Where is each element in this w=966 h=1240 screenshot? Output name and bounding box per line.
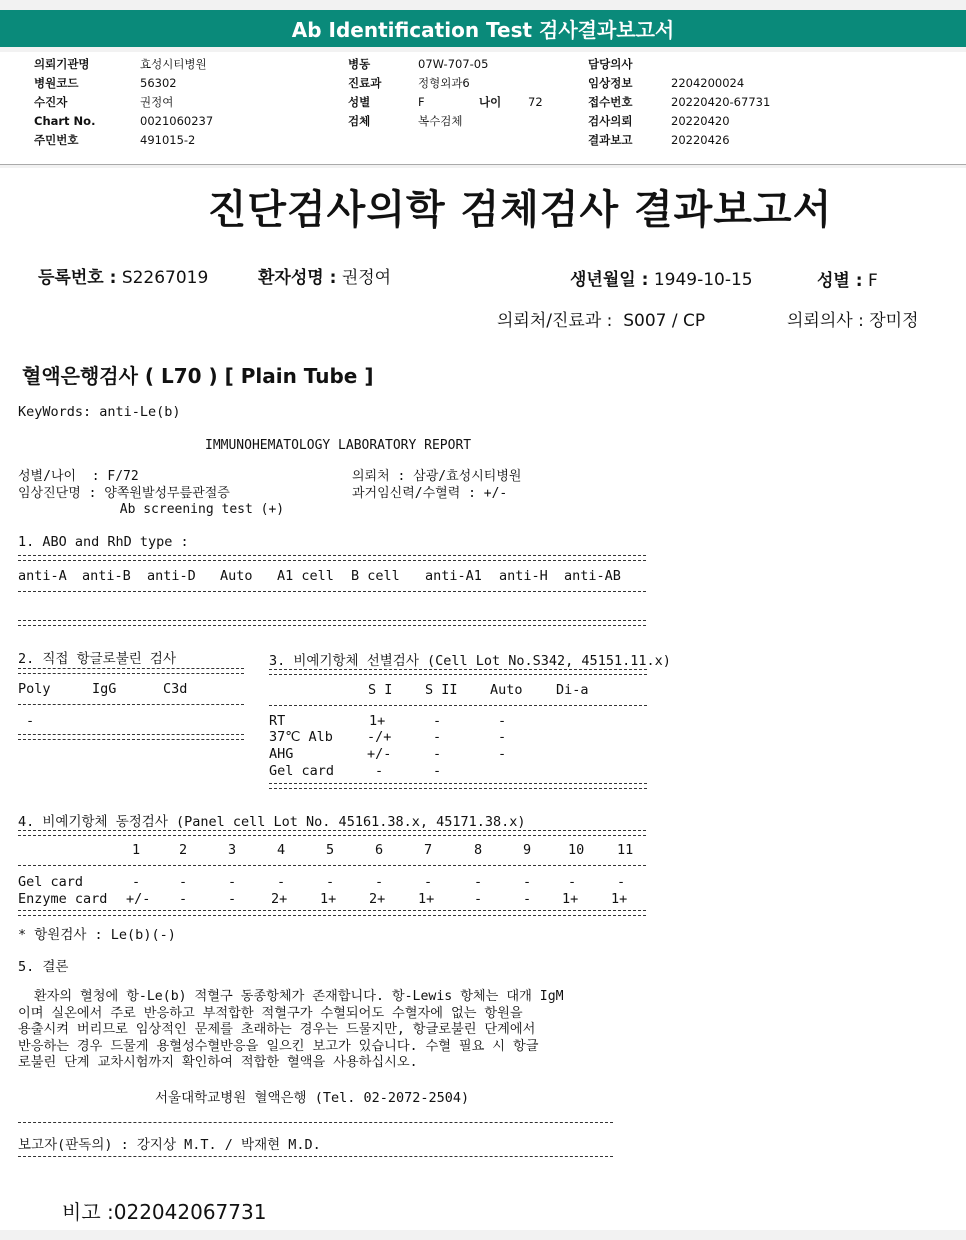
header-value: 56302 [140,76,177,90]
header-label: 접수번호 [588,95,633,109]
panel-cell: +/- [126,891,151,907]
header-label: 검사의뢰 [588,114,633,128]
hospital-line: 서울대학교병원 혈액은행 (Tel. 02-2072-2504) [155,1090,470,1106]
header-info-panel [0,52,966,165]
reg-label: 등록번호 : [38,268,117,288]
divider [18,668,244,674]
panel-header: 1 [132,842,141,858]
panel-cell: - [474,874,483,890]
reporter-line: 보고자(판독의) : 강지상 M.T. / 박재현 M.D. [18,1137,321,1153]
referrer-line: 의뢰처 : 삼광/효성시티병원 [352,469,522,484]
panel-header: 8 [474,842,483,858]
department [497,306,705,331]
birth-date [570,265,753,290]
referrer-line: 과거임신력/수혈력 : +/- [352,485,508,501]
panel-cell: - [474,891,483,907]
abo-header: B cell [351,568,400,584]
patient-line: 성별/나이 : F/72 [18,469,139,484]
header-value: 복수검체 [418,114,463,128]
panel-cell: 1+ [562,891,579,907]
dat-header: IgG [92,681,117,697]
sex-value: F [867,271,878,291]
conclusion-line: 용출시켜 버리므로 임상적인 문제를 초래하는 경우는 드물지만, 항글로불린 단계에서 [18,1022,536,1037]
conclusion-text [18,989,564,1072]
panel-header: 7 [424,842,433,858]
conclusion-line: 환자의 혈청에 항-Le(b) 적혈구 동종항체가 존재합니다. 항-Lewis 항체는 대개 IgM [18,989,564,1004]
header-label: 진료과 [348,76,382,90]
screening-header: Di-a [556,682,589,698]
panel-header: 9 [523,842,532,858]
banner-title: Ab Identification Test 검사결과보고서 [291,18,675,42]
remark-label: 비고 : [62,1200,114,1224]
registration-number [38,263,208,288]
screening-cell: - [498,729,507,745]
panel-cell: 1+ [320,891,337,907]
dept-label: 의뢰처/진료과 : [497,311,613,331]
abo-header: anti-D [147,568,196,584]
section-title: 혈액은행검사 ( L70 ) [ Plain Tube ] [22,364,374,388]
age-value: 72 [528,95,543,109]
panel-cell: - [228,891,237,907]
screening-cell: - [433,746,442,762]
header-col-1 [34,55,213,150]
doctor-label: 의뢰의사 : [787,311,864,331]
panel-row-label: Gel card [18,874,84,890]
screening-row-label: AHG [269,746,294,762]
panel-header: 6 [375,842,384,858]
header-value: 20220426 [671,133,730,147]
header-col-2 [348,55,543,131]
divider [269,669,647,675]
header-value: 20220420-67731 [671,95,771,109]
screening-cell: - [498,713,507,729]
conclusion-line: 이며 실온에서 주로 반응하고 부적합한 적혈구가 수혈되어도 수혈자에 없는 항원을 [18,1005,523,1021]
panel-cell: - [617,874,626,890]
panel-cell: - [424,874,433,890]
divider [18,1122,613,1123]
age-label: 나이 [479,95,502,109]
keywords: KeyWords: anti-Le(b) [18,404,181,420]
abo-section-title: 1. ABO and RhD type : [18,534,189,550]
header-label: 임상정보 [588,76,633,90]
referring-doctor [787,306,919,331]
abo-header: Auto [220,568,253,584]
header-label: 의뢰기관명 [34,57,90,71]
screening-cell: - [375,763,384,779]
panel-cell: - [523,874,532,890]
screening-row-label: 37℃ Alb [269,729,333,745]
name-label: 환자성명 : [258,268,337,288]
dat-value: - [26,713,35,729]
screening-cell: -/+ [367,729,392,745]
divider [18,704,244,705]
header-value: 효성시티병원 [140,57,207,71]
divider [269,783,647,789]
abo-header: anti-A1 [425,568,482,584]
panel-cell: - [326,874,335,890]
dat-section-title: 2. 직접 항글로불린 검사 [18,651,177,667]
dept-value: S007 / CP [623,311,706,331]
header-value: 491015-2 [140,133,196,147]
header-label: 주민번호 [34,133,79,147]
panel-header: 5 [326,842,335,858]
dob-label: 생년월일 : [570,270,649,290]
abo-header: anti-H [499,568,548,584]
header-label: 검체 [348,114,371,128]
doctor-value: 장미정 [869,311,919,331]
panel-cell: 2+ [271,891,288,907]
header-label: 담당의사 [588,57,633,71]
dob-value: 1949-10-15 [653,270,753,290]
header-value: 2204200024 [671,76,745,90]
abo-header: anti-B [82,568,131,584]
report-title: IMMUNOHEMATOLOGY LABORATORY REPORT [205,438,472,453]
panel-header: 11 [617,842,634,858]
panel-cell: - [375,874,384,890]
divider [18,555,646,561]
divider [18,591,646,592]
antigen-test: * 항원검사 : Le(b)(-) [18,927,176,943]
header-value: 정형외과6 [418,76,470,90]
patient-block [18,469,284,519]
screening-section-title: 3. 비예기항체 선별검사 (Cell Lot No.S342, 45151.11.x) [269,653,671,669]
panel-cell: 1+ [611,891,628,907]
screening-cell: +/- [367,746,392,762]
conclusion-line: 로불린 단계 교차시험까지 확인하여 적합한 혈액을 사용하십시오. [18,1055,418,1070]
screening-cell: 1+ [369,713,386,729]
screening-header: Auto [490,682,523,698]
name-value: 권정여 [341,268,392,288]
header-value: 20220420 [671,114,730,128]
screening-cell: - [498,746,507,762]
divider [269,705,647,706]
panel-cell: - [568,874,577,890]
conclusion-title: 5. 결론 [18,959,69,975]
screening-header: S II [425,682,458,698]
divider [18,1156,613,1157]
conclusion-line: 반응하는 경우 드물게 용혈성수혈반응을 일으킨 보고가 있습니다. 수혈 필요 시 항글 [18,1038,539,1054]
panel-header: 2 [179,842,188,858]
patient-name [258,263,391,288]
screening-row-label: Gel card [269,763,335,779]
header-value: 0021060237 [140,114,214,128]
remark [62,1196,266,1225]
panel-cell: 2+ [369,891,386,907]
header-label: 결과보고 [588,133,633,147]
abo-header: A1 cell [277,568,334,584]
header-label: Chart No. [34,114,96,128]
panel-cell: - [228,874,237,890]
patient-sex [817,266,878,291]
screening-cell: - [433,763,442,779]
abo-header: anti-AB [564,568,621,584]
screening-row-label: RT [269,713,286,729]
document-title: 진단검사의학 검체검사 결과보고서 [207,187,833,233]
abo-header: anti-A [18,568,67,584]
referrer-block [352,469,521,502]
screening-cell: - [433,713,442,729]
header-value: F [418,95,425,109]
screening-header: S I [368,682,393,698]
dat-header: Poly [18,681,51,697]
header-label: 병원코드 [34,76,79,90]
header-value: 권정여 [140,95,174,109]
panel-cell: 1+ [418,891,435,907]
divider [18,620,646,626]
panel-header: 3 [228,842,237,858]
panel-cell: - [277,874,286,890]
patient-line: Ab screening test (+) [18,502,285,517]
dat-header: C3d [163,681,188,697]
panel-cell: - [179,891,188,907]
panel-row-label: Enzyme card [18,891,108,907]
panel-header: 10 [568,842,585,858]
header-label: 성별 [348,95,371,109]
header-col-3 [588,55,770,150]
divider [18,910,646,916]
sex-label: 성별 : [817,271,863,291]
divider [18,734,244,740]
panel-cell: - [523,891,532,907]
patient-line: 임상진단명 : 양쪽원발성무릎관절증 [18,485,230,501]
reg-value: S2267019 [121,268,209,288]
remark-value: 022042067731 [113,1200,267,1224]
panel-cell: - [179,874,188,890]
header-value: 07W-707-05 [418,57,489,71]
panel-header: 4 [277,842,286,858]
header-label: 병동 [348,57,371,71]
header-label: 수진자 [34,95,68,109]
divider [18,830,646,836]
panel-section-title: 4. 비예기항체 동정검사 (Panel cell Lot No. 45161.38.x, 45171.38.x) [18,814,526,830]
screening-cell: - [433,729,442,745]
divider [18,865,646,866]
panel-cell: - [132,874,141,890]
report-banner [0,10,966,47]
